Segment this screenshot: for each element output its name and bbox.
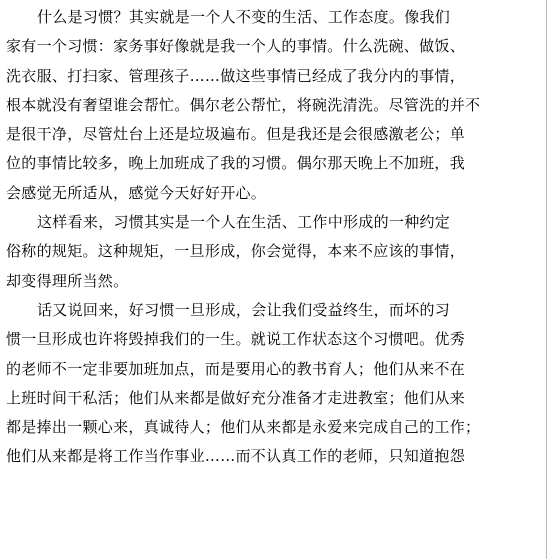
paragraph-line: 都是捧出一颗心来，真诚待人；他们从来都是永爱来完成自己的工作； <box>6 418 480 437</box>
paragraph-line: 的老师不一定非要加班加点，而是要用心的教书育人；他们从来不在 <box>6 359 466 378</box>
paragraph-line: 家有一个习惯：家务事好像就是我一个人的事情。什么洗碗、做饭、 <box>6 37 466 56</box>
paragraph-line: 洗衣服、打扫家、管理孩子……做这些事情已经成了我分内的事情， <box>6 66 466 85</box>
paragraph-line: 惯一旦形成也许将毁掉我们的一生。就说工作状态这个习惯吧。优秀 <box>6 330 466 349</box>
paragraph-line: 这样看来，习惯其实是一个人在生活、工作中形成的一种约定 <box>37 213 451 232</box>
paragraph-line: 什么是习惯？其实就是一个人不变的生活、工作态度。像我们 <box>37 8 451 26</box>
paragraph-line: 俗称的规矩。这种规矩，一旦形成，你会觉得，本来不应该的事情， <box>6 242 466 261</box>
page-edge-divider <box>546 0 547 559</box>
body-text <box>6 3 480 472</box>
paragraph-line: 会感觉无所适从，感觉今天好好开心。 <box>6 183 267 202</box>
paragraph-line: 话又说回来，好习惯一旦形成，会让我们受益终生，而坏的习 <box>37 300 451 319</box>
paragraph-line: 上班时间干私活；他们从来都是做好充分准备才走进教室；他们从来 <box>6 388 466 407</box>
paragraph-line: 是很干净，尽管灶台上还是垃圾遍布。但是我还是会很感激老公；单 <box>6 125 466 144</box>
paragraph-line: 根本就没有奢望谁会帮忙。偶尔老公帮忙，将碗洗清洗。尽管洗的并不 <box>6 95 480 114</box>
paragraph-line: 却变得理所当然。 <box>6 271 129 290</box>
paragraph-line: 位的事情比较多，晚上加班成了我的习惯。偶尔那天晚上不加班，我 <box>6 154 466 173</box>
paragraph-line: 他们从来都是将工作当作事业……而不认真工作的老师，只知道抱怨 <box>6 447 466 466</box>
